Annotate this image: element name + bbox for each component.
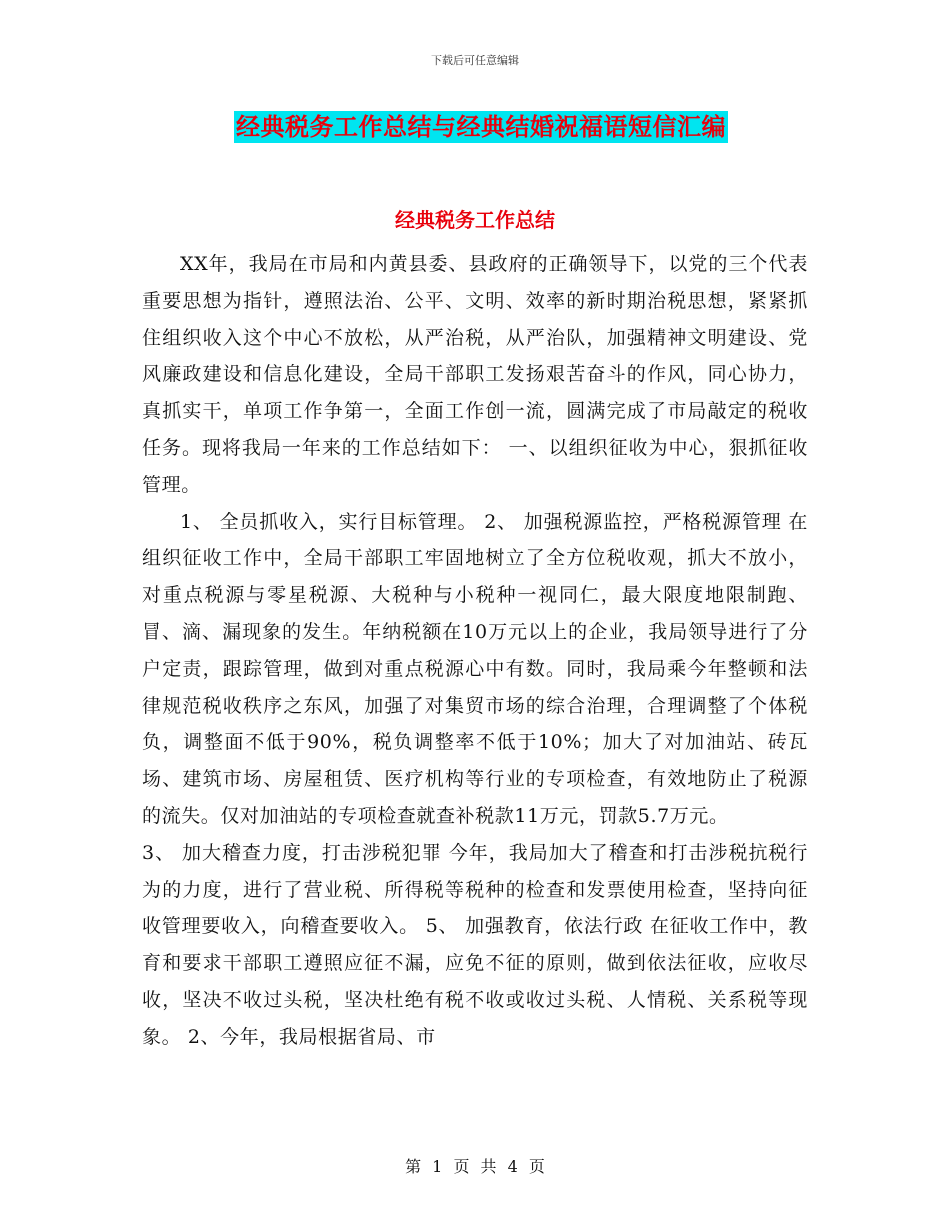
header-note: 下载后可任意编辑 <box>431 54 519 67</box>
document-title: 经典税务工作总结与经典结婚祝福语短信汇编 <box>236 113 726 141</box>
paragraph-inspection: 3、 加大稽查力度，打击涉税犯罪 今年，我局加大了稽查和打击涉税抗税行为的力度，进行了营业税、所得税等税种的检查和发票使用检查，坚持向征收管理要收入，向稽查要收入。 5、 加强教育，依法行政 在征收工作中，教育和要求干部职工遵照应征不漏，应免不征的原则，做到依法征收，应收尽收，坚决不收过头税，坚决杜绝有税不收或收过头税、人情税、关系税等现象。 2、今年，我局根据省局、市 <box>142 841 808 1048</box>
paragraph-intro: XX年，我局在市局和内黄县委、县政府的正确领导下，以党的三个代表重要思想为指针，遵照法治、公平、文明、效率的新时期治税思想，紧紧抓住组织收入这个中心不放松，从严治税，从严治队，加强精神文明建设、党风廉政建设和信息化建设，全局干部职工发扬艰苦奋斗的作风，同心协力，真抓实干，单项工作争第一，全面工作创一流，圆满完成了市局敲定的税收任务。现将我局一年来的工作总结如下： 一、以组织征收为中心，狠抓征收管理。 <box>142 253 808 496</box>
paragraph-collection-management: 1、 全员抓收入，实行目标管理。 2、 加强税源监控，严格税源管理 在组织征收工作中，全局干部职工牢固地树立了全方位税收观，抓大不放小，对重点税源与零星税源、大税种与小税种一视同仁，最大限度地限制跑、冒、滴、漏现象的发生。年纳税额在10万元以上的企业，我局领导进行了分户定责，跟踪管理，做到对重点税源心中有数。同时，我局乘今年整顿和法律规范税收秩序之东风，加强了对集贸市场的综合治理，合理调整了个体税负，调整面不低于90%，税负调整率不低于10%；加大了对加油站、砖瓦场、建筑市场、房屋租赁、医疗机构等行业的专项检查，有效地防止了税源的流失。仅对加油站的专项检查就查补税款11万元，罚款5.7万元。 <box>142 510 808 827</box>
section-title: 经典税务工作总结 <box>395 208 555 232</box>
body-text <box>142 246 808 1056</box>
page-footer: 第 1 页 共 4 页 <box>405 1157 545 1176</box>
